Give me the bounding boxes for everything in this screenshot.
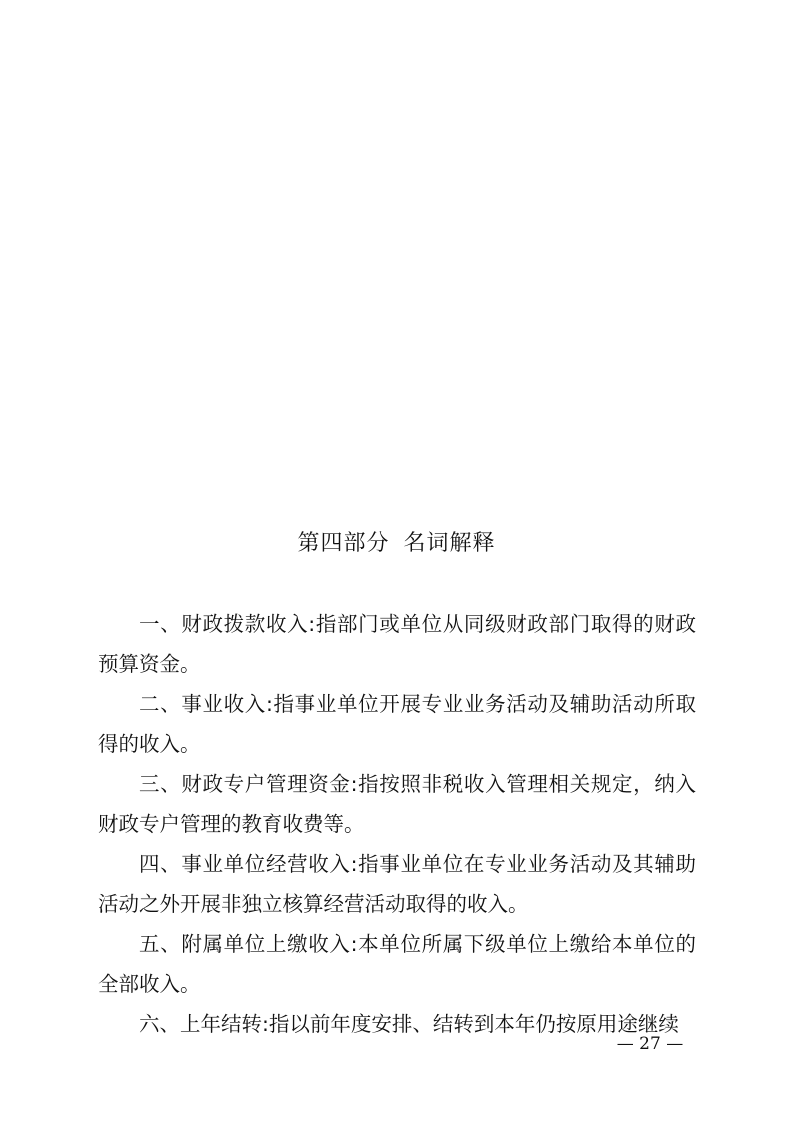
paragraph-subsidiary-remittance: 五、附属单位上缴收入:本单位所属下级单位上缴给本单位的全部收入。: [98, 932, 696, 996]
paragraph-operating-income: 四、事业单位经营收入:指事业单位在专业业务活动及其辅助活动之外开展非独立核算经营活动取得的收入。: [98, 852, 696, 916]
section-title: [0, 528, 793, 560]
body-text: [98, 604, 696, 1044]
paragraph-special-account-funds: 三、财政专户管理资金:指按照非税收入管理相关规定，纳入财政专户管理的教育收费等。: [98, 772, 696, 836]
paragraph-business-income: 二、事业收入:指事业单位开展专业业务活动及辅助活动所取得的收入。: [98, 692, 696, 756]
section-name: 名词解释: [403, 531, 496, 556]
paragraph-prior-year-carryover: 六、上年结转:指以前年度安排、结转到本年仍按原用途继续: [139, 1012, 679, 1036]
section-part: 第四部分: [297, 531, 390, 556]
paragraph-fiscal-appropriation: 一、财政拨款收入:指部门或单位从同级财政部门取得的财政预算资金。: [98, 612, 696, 676]
page-number: — 27 —: [616, 1034, 684, 1054]
